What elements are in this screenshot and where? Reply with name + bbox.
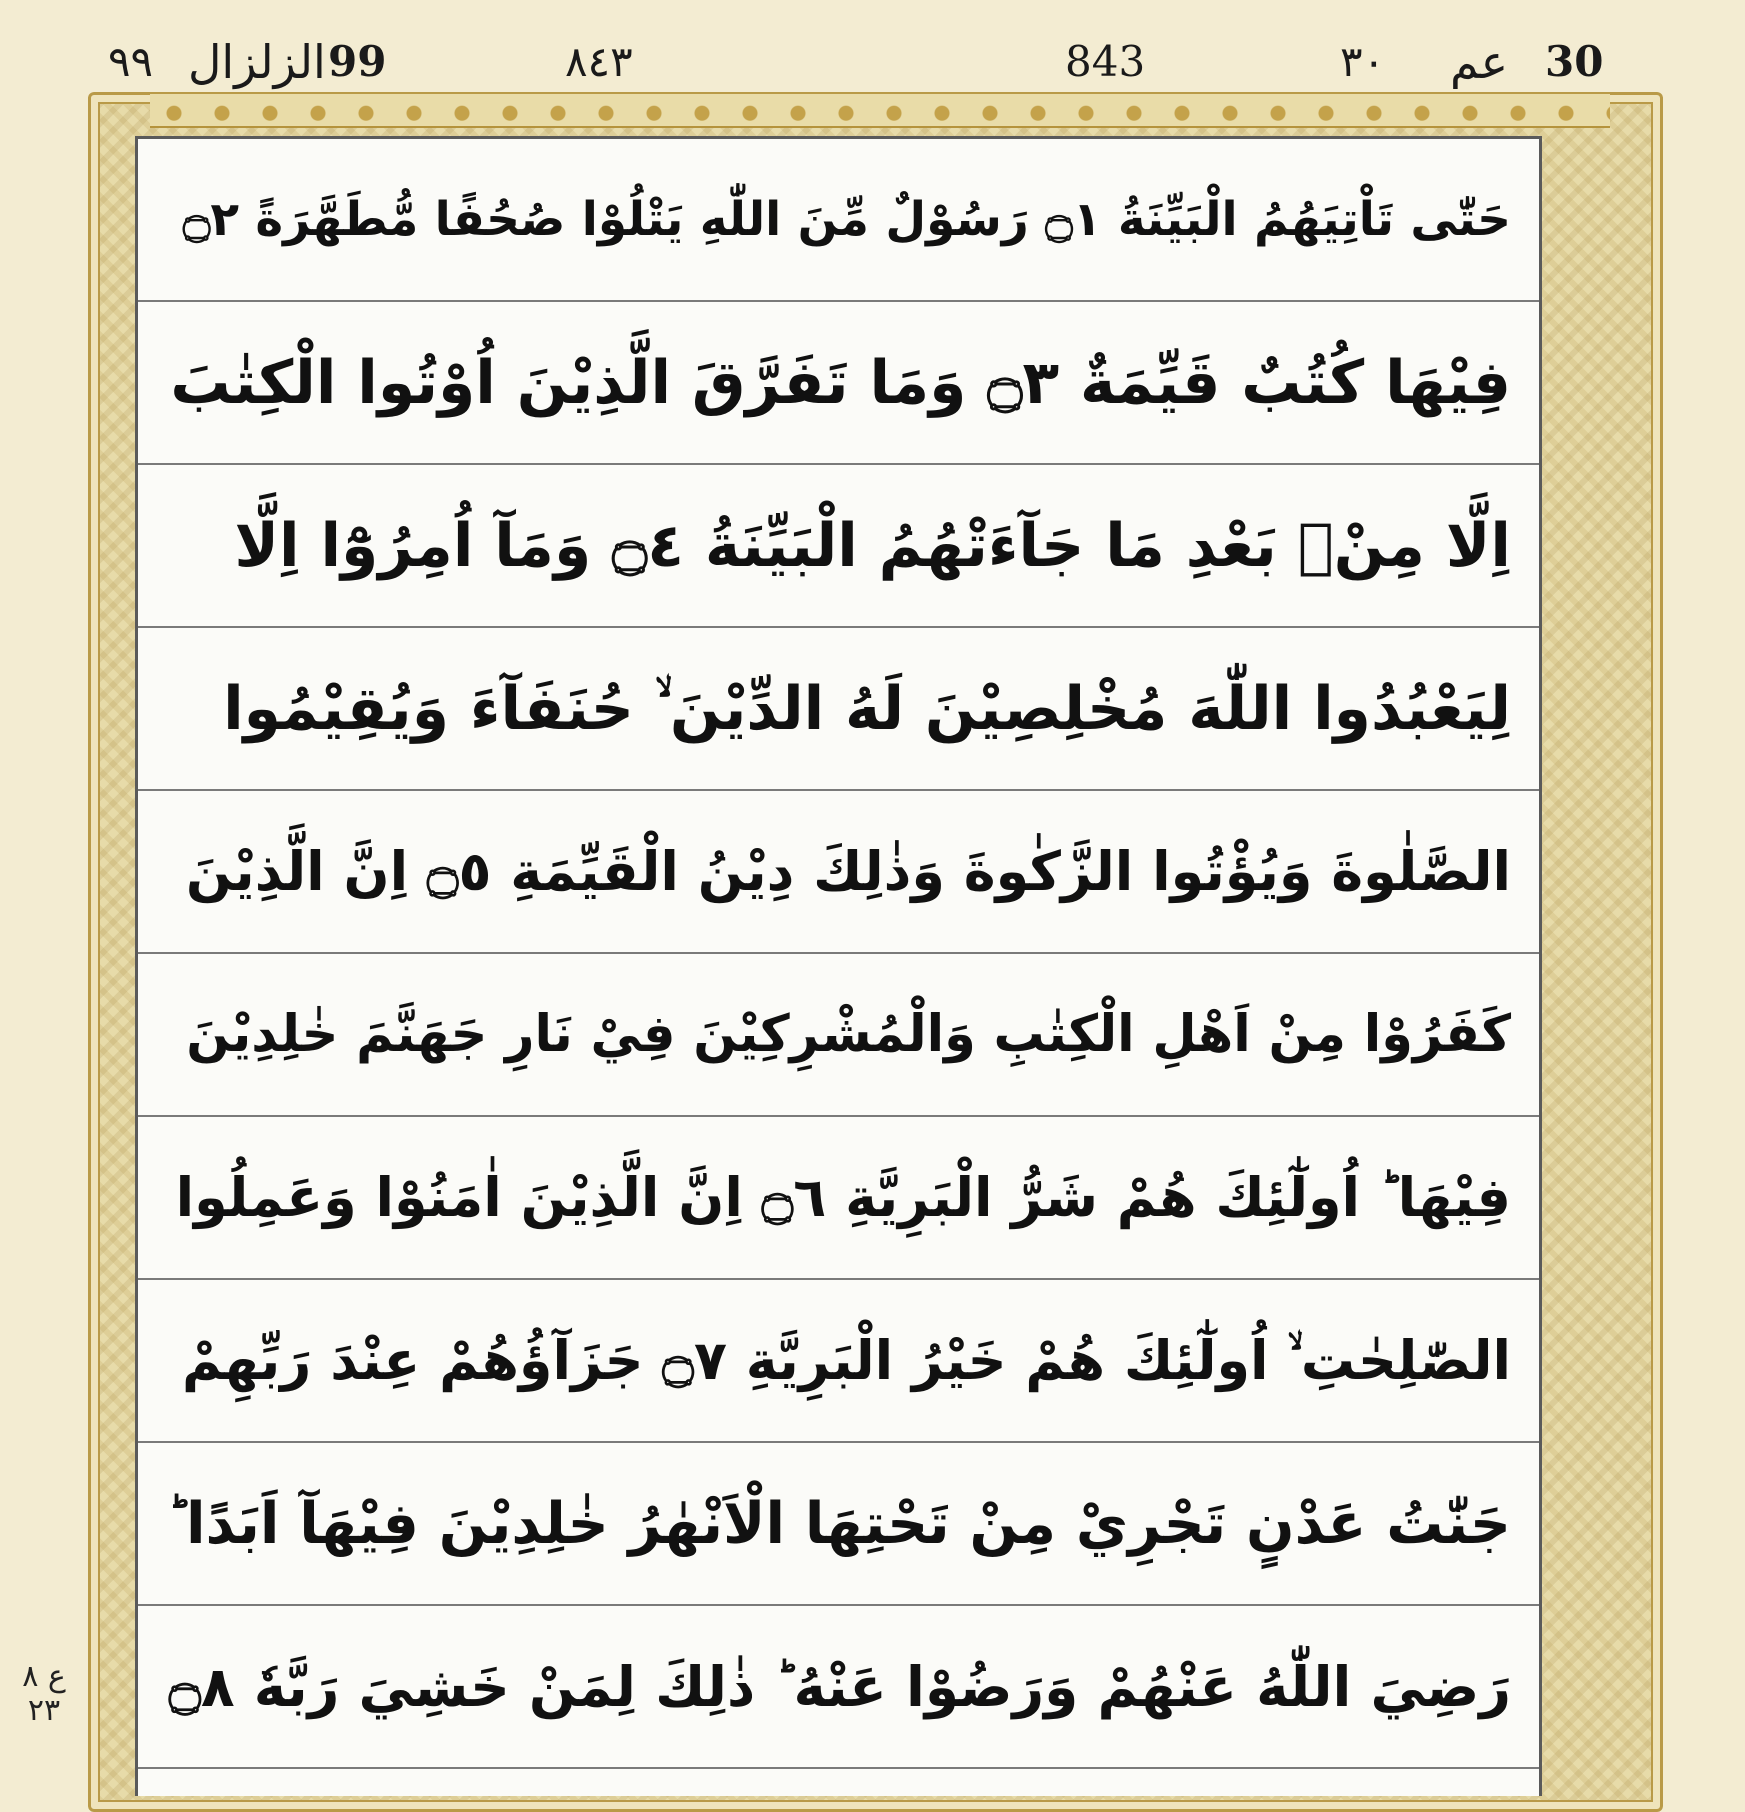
verse-line [138,791,1539,954]
surah-number-en: 99 [328,37,387,86]
verse-line [138,1280,1539,1443]
verse-line-text: كَفَرُوْا مِنْ اَهْلِ الْكِتٰبِ وَالْمُشْرِكِيْنَ فِيْ نَارِ جَهَنَّمَ خٰلِدِيْنَ [186,1005,1511,1064]
surah-name: الزلزال [188,35,326,89]
verse-line-text: جَنّٰتُ عَدْنٍ تَجْرِيْ مِنْ تَحْتِهَا الْاَنْهٰرُ خٰلِدِيْنَ فِيْهَآ اَبَدًا ؕ [166,1490,1511,1557]
verse-line [138,139,1539,302]
verse-text-panel [135,136,1542,1796]
verse-line [138,954,1539,1117]
page-number-en: 843 [1065,37,1146,86]
ornamental-top-band [150,94,1610,128]
verse-line [138,302,1539,465]
ruku-marker: ع ٨ ٢٣ [22,1659,66,1728]
verse-line [138,1606,1539,1769]
verse-line-text: لِيَعْبُدُوا اللّٰهَ مُخْلِصِيْنَ لَهُ الدِّيْنَ ۙ حُنَفَآءَ وَيُقِيْمُوا [223,673,1511,744]
verse-line-text: فِيْهَا كُتُبٌ قَيِّمَةٌ ۝٣ وَمَا تَفَرَّقَ الَّذِيْنَ اُوْتُوا الْكِتٰبَ [170,347,1511,418]
page-number-ar: ٨٤٣ [565,37,633,86]
verse-line-text: الصّٰلِحٰتِ ۙ اُولٰٓئِكَ هُمْ خَيْرُ الْبَرِيَّةِ ۝٧ جَزَآؤُهُمْ عِنْدَ رَبِّهِمْ [182,1328,1511,1392]
surah-number-ar: ٩٩ [108,37,154,86]
juz-number-ar: ٣٠ [1340,37,1386,86]
verse-line-text: حَتّٰى تَاْتِيَهُمُ الْبَيِّنَةُ ۝١ رَسُوْلٌ مِّنَ اللّٰهِ يَتْلُوْا صُحُفًا مُّطَهَّرَةً ۝٢ [182,192,1511,247]
juz-number-en: 30 [1545,37,1604,86]
verse-line [138,1117,1539,1280]
verse-line [138,628,1539,791]
verse-line-text: الصَّلٰوةَ وَيُؤْتُوا الزَّكٰوةَ وَذٰلِكَ دِيْنُ الْقَيِّمَةِ ۝٥ اِنَّ الَّذِيْنَ [185,840,1511,903]
verse-line [138,465,1539,628]
juz-name: عم [1450,35,1509,89]
verse-line-text: اِلَّا مِنْۢ بَعْدِ مَا جَآءَتْهُمُ الْبَيِّنَةُ ۝٤ وَمَآ اُمِرُوْٓا اِلَّا [234,510,1511,581]
verse-line-text: رَضِيَ اللّٰهُ عَنْهُمْ وَرَضُوْا عَنْهُ ؕ ذٰلِكَ لِمَنْ خَشِيَ رَبَّهٗ ۝٨ [168,1654,1511,1719]
verse-line [138,1443,1539,1606]
verse-line-text: فِيْهَا ؕ اُولٰٓئِكَ هُمْ شَرُّ الْبَرِيَّةِ ۝٦ اِنَّ الَّذِيْنَ اٰمَنُوْا وَعَمِلُوا [175,1166,1511,1229]
